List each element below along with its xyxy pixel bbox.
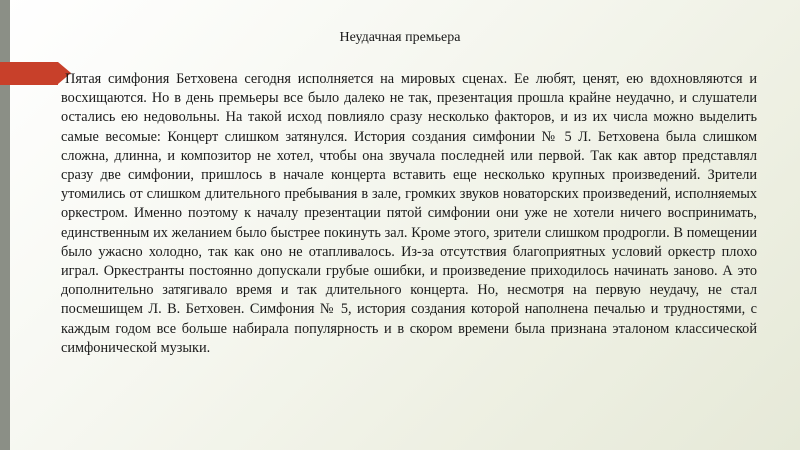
- slide-body-text: Пятая симфония Бетховена сегодня исполняется на мировых сценах. Ее любят, ценят, ею вдохновляются и восхищаются. Но в день премьеры все было далеко не так, презентация прошла крайне неудачно, и слушатели остались ею недовольны. На такой исход повлияло сразу несколько факторов, и из их числа можно выделить самые весомые: Концерт слишком затянулся. История создания симфонии № 5 Л. Бетховена была слишком сложна, длинна, и композитор не хотел, чтобы она звучала последней или первой. Так как автор представлял сразу две симфонии, пришлось в начале концерта вставить еще несколько крупных произведений. Зрители утомились от слишком длительного пребывания в зале, громких звуков новаторских произведений, исполняемых оркестром. Именно поэтому к началу презентации пятой симфонии они уже не хотели ничего воспринимать, единственным их желанием было быстрее покинуть зал. Кроме этого, зрители слишком продрогли. В помещении было ужасно холодно, так как оно не отапливалось. Из-за отсутствия благоприятных условий оркестр плохо играл. Оркестранты постоянно допускали грубые ошибки, и произведение приходилось начинать заново. А это дополнительно затягивало время и так длительного концерта. Но, несмотря на первую неудачу, не стал посмешищем Л. В. Бетховен. Симфония № 5, история создания которой наполнена печалью и трудностями, с каждым годом все больше набирала популярность и в скором времени была признана эталоном классической симфонической музыки.: [61, 71, 757, 356]
- slide-title: Неудачная премьера: [339, 30, 461, 45]
- red-arrow-accent: [0, 62, 58, 85]
